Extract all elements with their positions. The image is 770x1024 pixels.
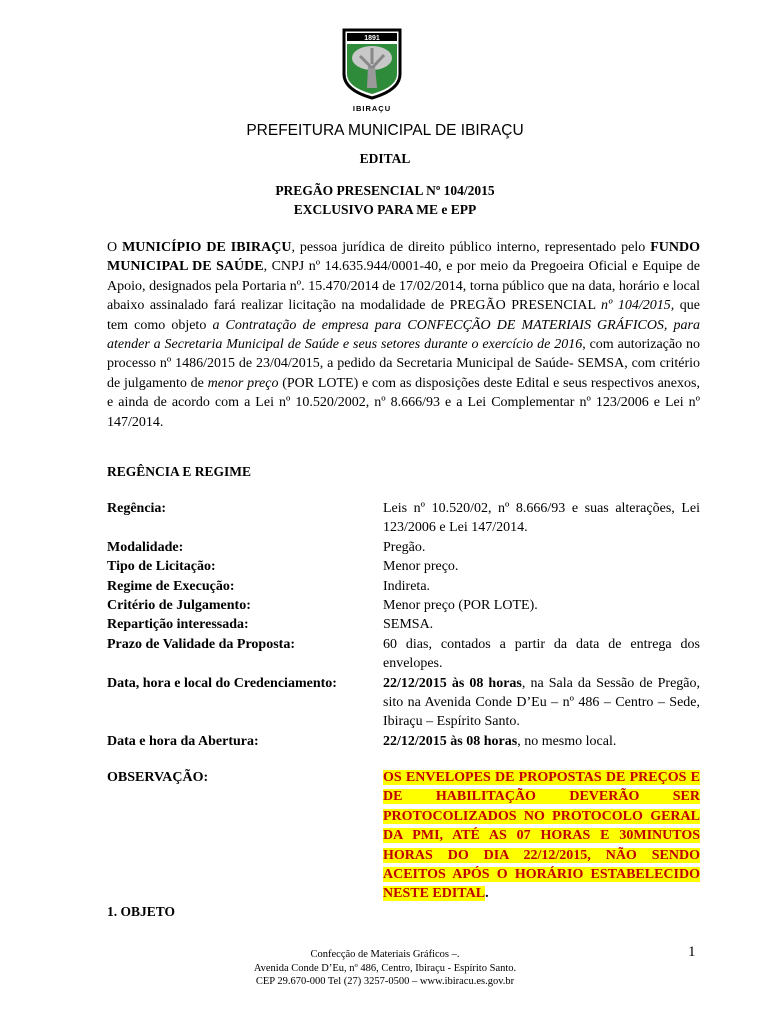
footer-line-3: CEP 29.670-000 Tel (27) 3257-0500 – www.ibiracu.es.gov.br <box>255 976 515 987</box>
observacao-text: OS ENVELOPES DE PROPOSTAS DE PREÇOS E DE HABILITAÇÃO DEVERÃO SER PROTOCOLIZADOS NO PROTOCOLO GERAL DA PMI, ATÉ AS 07 HORAS E 30MINUTOS HORAS DO DIA 22/12/2015, NÃO SENDO ACEITOS APÓS O HORÁRIO ESTABELECIDO NESTE EDITAL. <box>383 770 700 902</box>
regime-row-execucao: Regime de Execução: Indireta. <box>107 578 431 594</box>
regime-row-modalidade: Modalidade: Pregão. <box>107 539 426 555</box>
section-objeto-heading: 1. OBJETO <box>107 904 176 919</box>
edital-heading: EDITAL <box>359 151 411 166</box>
exclusivo-heading: EXCLUSIVO PARA ME e EPP <box>293 202 477 217</box>
regime-row-abertura: Data e hora da Abertura: 22/12/2015 às 08 horas, no mesmo local. <box>107 733 617 749</box>
footer-line-2: Avenida Conde D’Eu, nº 486, Centro, Ibiraçu - Espírito Santo. <box>253 962 517 974</box>
regime-row-tipo: Tipo de Licitação: Menor preço. <box>107 559 459 575</box>
regime-row-prazo: Prazo de Validade da Proposta: 60 dias, contados a partir da data de entrega dos envelopes. <box>107 636 700 672</box>
regime-row-reparticao: Repartição interessada: SEMSA. <box>107 617 434 633</box>
page-footer <box>0 948 770 989</box>
regime-row-regencia: Regência: Leis nº 10.520/02, nº 8.666/93 e suas alterações, Lei 123/2006 e Lei 147/2014. <box>107 501 700 536</box>
footer-line-1: Confecção de Materiais Gráficos –. <box>310 949 460 960</box>
regencia-heading: REGÊNCIA E REGIME <box>107 464 252 479</box>
crest-year: 1891 <box>364 35 380 42</box>
regime-table <box>107 499 700 751</box>
crest-city: IBIRAÇU <box>352 104 392 113</box>
pregao-heading: PREGÃO PRESENCIAL Nº 104/2015 <box>275 183 495 198</box>
page-number: 1 <box>688 944 696 960</box>
regime-row-criterio: Critério de Julgamento: Menor preço (POR LOTE). <box>107 598 538 614</box>
observacao-block <box>107 768 700 904</box>
intro-paragraph: O MUNICÍPIO DE IBIRAÇU, pessoa jurídica de direito público interno, representado pelo FUNDO MUNICIPAL DE SAÚDE, CNPJ nº 14.635.944/0001-40, e por meio da Pregoeira Oficial e Equipe de Apoio, designados pela Portaria nº. 15.470/2014 de 17/02/2014, torna público que na data, horário e local abaixo assinalado fará realizar licitação na modalidade de PREGÃO PRESENCIAL nº 104/2015, que tem como objeto a Contratação de empresa para CONFECÇÃO DE MATERIAIS GRÁFICOS, para atender a Secretaria Municipal de Saúde e seus setores durante o exercício de 2016, com autorização no processo nº 1486/2015 de 23/04/2015, a pedido da Secretaria Municipal de Saúde- SEMSA, com critério de julgamento de menor preço (POR LOTE) e com as disposições deste Edital e seus respectivos anexos, e ainda de acordo com a Lei nº 10.520/2002, nº 8.666/93 e a Lei Complementar nº 123/2006 e Lei nº 147/2014. <box>107 240 701 430</box>
page-title: PREFEITURA MUNICIPAL DE IBIRAÇU <box>246 122 524 139</box>
regime-row-credenciamento: Data, hora e local do Credenciamento: 22/12/2015 às 08 horas, na Sala da Sessão de Pregão, sito na Avenida Conde D’Eu – nº 486 – Centro – Sede, Ibiraçu – Espírito Santo. <box>107 675 700 730</box>
ibiracu-crest-logo <box>338 24 406 114</box>
observacao-label: OBSERVAÇÃO: <box>107 770 209 785</box>
